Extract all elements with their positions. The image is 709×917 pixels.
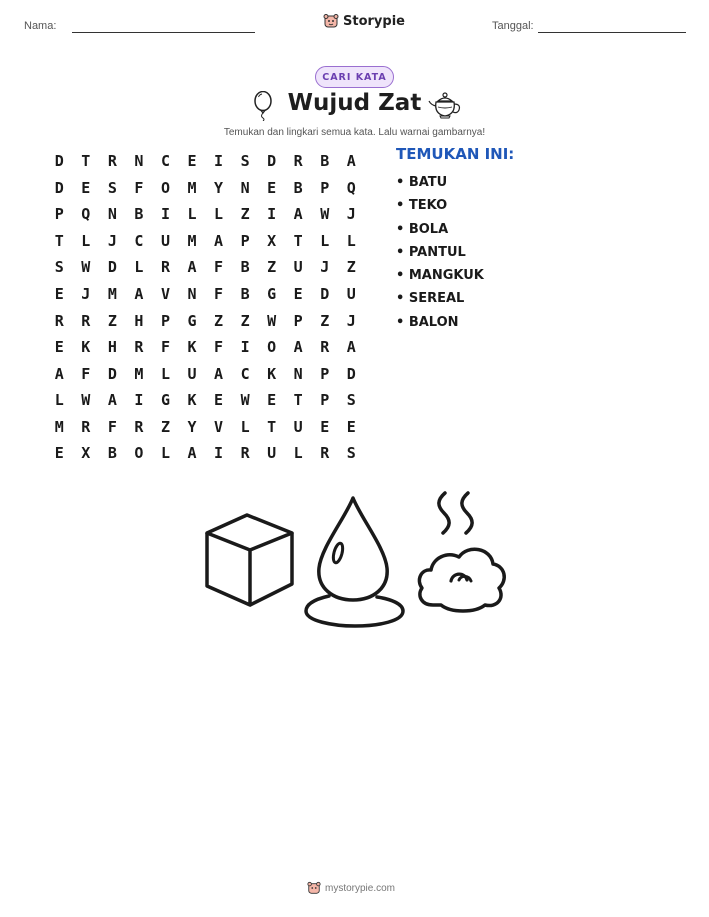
word-search-grid (46, 148, 365, 467)
grid-cell[interactable]: J (320, 258, 330, 277)
grid-cell[interactable]: X (267, 231, 277, 250)
grid-cell[interactable]: L (81, 231, 91, 250)
grid-cell[interactable]: Y (187, 417, 197, 436)
grid-cell[interactable]: X (81, 444, 91, 463)
ice-cube-icon (200, 510, 300, 610)
grid-cell[interactable]: Q (346, 178, 356, 197)
footer (307, 881, 395, 895)
grid-cell[interactable]: U (346, 285, 356, 303)
grid-cell[interactable]: K (267, 364, 277, 383)
grid-cell[interactable]: R (160, 258, 170, 277)
grid-cell[interactable]: L (320, 231, 330, 250)
word-list (396, 171, 484, 334)
storypie-mascot-icon (323, 13, 339, 29)
grid-cell[interactable]: G (267, 285, 277, 303)
grid-cell[interactable]: F (81, 364, 91, 383)
grid-cell[interactable]: D (54, 152, 64, 171)
grid-cell[interactable]: E (346, 417, 356, 436)
grid-cell[interactable]: T (293, 391, 303, 410)
steam-cloud-icon (413, 488, 509, 618)
grid-cell[interactable]: Z (160, 417, 170, 436)
grid-cell[interactable]: M (54, 417, 64, 436)
grid-cell[interactable]: J (346, 311, 356, 330)
grid-cell[interactable]: N (293, 364, 303, 383)
grid-cell[interactable]: R (107, 152, 117, 171)
grid-cell[interactable]: L (54, 391, 64, 410)
brand-name: Storypie (343, 13, 405, 29)
grid-cell[interactable]: L (187, 205, 197, 224)
grid-cell[interactable]: D (54, 178, 64, 197)
grid-cell[interactable]: Z (240, 311, 250, 330)
grid-cell[interactable]: Y (214, 178, 224, 197)
grid-cell[interactable]: R (320, 444, 330, 463)
grid-cell[interactable]: P (54, 205, 64, 224)
footer-site: mystorypie.com (325, 882, 396, 894)
grid-cell[interactable]: J (107, 231, 117, 250)
grid-cell[interactable]: Z (346, 258, 356, 277)
grid-cell[interactable]: A (214, 364, 224, 383)
grid-cell[interactable]: I (160, 205, 170, 224)
word-item: • BOLA (396, 221, 449, 237)
date-label: Tanggal: (492, 20, 534, 32)
grid-cell[interactable]: A (346, 152, 356, 171)
grid-cell[interactable]: B (240, 258, 250, 277)
date-field[interactable] (538, 32, 686, 33)
grid-cell[interactable]: H (107, 338, 117, 357)
grid-cell[interactable]: E (54, 338, 64, 357)
grid-cell[interactable]: E (214, 391, 224, 410)
grid-cell[interactable]: U (293, 417, 303, 436)
grid-cell[interactable]: F (134, 178, 144, 197)
grid-cell[interactable]: A (214, 231, 224, 250)
grid-cell[interactable]: F (214, 258, 224, 277)
grid-cell[interactable]: E (320, 417, 330, 436)
grid-cell[interactable]: P (293, 311, 303, 330)
grid-cell[interactable]: A (187, 258, 197, 277)
grid-cell[interactable]: W (81, 391, 91, 410)
grid-cell[interactable]: D (107, 364, 117, 383)
grid-cell[interactable]: I (267, 205, 277, 224)
grid-cell[interactable]: B (134, 205, 144, 224)
grid-cell[interactable]: Z (320, 311, 330, 330)
grid-cell[interactable]: N (134, 152, 144, 171)
grid-cell[interactable]: A (134, 285, 144, 303)
grid-cell[interactable]: Z (214, 311, 224, 330)
word-item: • BATU (396, 175, 448, 190)
grid-cell[interactable]: E (54, 444, 64, 463)
grid-cell[interactable]: R (54, 311, 64, 330)
word-item: • TEKO (396, 198, 448, 214)
grid-cell[interactable]: Z (107, 311, 117, 330)
word-item: • BALON (396, 314, 459, 330)
word-item: • MANGKUK (396, 268, 484, 284)
grid-cell[interactable]: I (214, 152, 224, 171)
name-field[interactable] (72, 32, 255, 33)
grid-cell[interactable]: W (81, 258, 91, 277)
grid-cell[interactable]: A (346, 338, 356, 357)
grid-cell[interactable]: A (187, 444, 197, 463)
grid-cell[interactable]: U (187, 364, 197, 383)
grid-cell[interactable]: N (240, 178, 250, 197)
grid-cell[interactable]: Z (240, 205, 250, 224)
grid-cell[interactable]: H (134, 311, 144, 330)
grid-cell[interactable]: A (293, 338, 303, 357)
grid-cell[interactable]: L (160, 364, 170, 383)
grid-cell[interactable]: E (267, 178, 277, 197)
grid-cell[interactable]: B (293, 178, 303, 197)
grid-cell[interactable]: W (240, 391, 250, 410)
word-item: • PANTUL (396, 244, 466, 260)
grid-cell[interactable]: L (160, 444, 170, 463)
grid-cell[interactable]: A (54, 364, 64, 383)
grid-cell[interactable]: L (134, 258, 144, 277)
grid-cell[interactable]: D (107, 258, 117, 277)
grid-cell[interactable]: O (160, 178, 170, 197)
grid-cell[interactable]: Z (267, 258, 277, 277)
water-drop-icon (303, 493, 407, 631)
grid-cell[interactable]: R (81, 311, 91, 330)
grid-cell[interactable]: P (320, 364, 330, 383)
grid-cell[interactable]: O (134, 444, 144, 463)
grid-cell[interactable]: S (240, 152, 250, 171)
grid-cell[interactable]: C (240, 364, 250, 383)
grid-cell[interactable]: N (187, 285, 197, 303)
grid-cell[interactable]: E (81, 178, 91, 197)
grid-cell[interactable]: G (187, 311, 197, 330)
grid-cell[interactable]: L (346, 231, 356, 250)
grid-cell[interactable]: T (54, 231, 64, 250)
grid-cell[interactable]: E (187, 152, 197, 171)
grid-cell[interactable]: E (54, 285, 64, 303)
grid-cell[interactable]: B (107, 444, 117, 463)
grid-cell[interactable]: R (134, 338, 144, 357)
grid-cell[interactable]: S (54, 258, 64, 277)
grid-cell[interactable]: U (267, 444, 277, 463)
grid-cell[interactable]: S (107, 178, 117, 197)
grid-cell[interactable]: B (320, 152, 330, 171)
grid-cell[interactable]: S (346, 391, 356, 410)
grid-cell[interactable]: M (107, 285, 117, 303)
word-item: • SEREAL (396, 291, 465, 307)
grid-cell[interactable]: V (160, 285, 170, 303)
grid-cell[interactable]: R (320, 338, 330, 357)
grid-cell[interactable]: U (160, 231, 170, 250)
instructions: Temukan dan lingkari semua kata. Lalu warnai gambarnya! (223, 127, 486, 138)
page-title: Wujud Zat (287, 90, 422, 116)
grid-cell[interactable]: V (214, 417, 224, 436)
grid-cell[interactable]: P (240, 231, 250, 250)
grid-cell[interactable]: W (267, 311, 277, 330)
grid-cell[interactable]: T (267, 417, 277, 436)
grid-cell[interactable]: T (81, 152, 91, 171)
grid-cell[interactable]: K (187, 391, 197, 410)
grid-cell[interactable]: W (320, 205, 330, 224)
grid-cell[interactable]: P (160, 311, 170, 330)
grid-cell[interactable]: I (214, 444, 224, 463)
grid-cell[interactable]: E (293, 285, 303, 303)
grid-cell[interactable]: S (346, 444, 356, 463)
grid-cell[interactable]: B (240, 285, 250, 303)
grid-cell[interactable]: R (240, 444, 250, 463)
grid-cell[interactable]: R (81, 417, 91, 436)
brand-logo (323, 13, 405, 29)
grid-cell[interactable]: M (187, 178, 197, 197)
grid-cell[interactable]: I (134, 391, 144, 410)
grid-cell[interactable]: K (187, 338, 197, 357)
grid-cell[interactable]: E (267, 391, 277, 410)
grid-cell[interactable]: R (293, 152, 303, 171)
grid-cell[interactable]: A (107, 391, 117, 410)
grid-cell[interactable]: R (134, 417, 144, 436)
grid-cell[interactable]: O (267, 338, 277, 357)
grid-cell[interactable]: F (107, 417, 117, 436)
grid-cell[interactable]: G (160, 391, 170, 410)
grid-cell[interactable]: J (346, 205, 356, 224)
grid-cell[interactable]: M (134, 364, 144, 383)
grid-cell[interactable]: U (293, 258, 303, 277)
storypie-mascot-icon (307, 881, 321, 895)
grid-cell[interactable]: A (293, 205, 303, 224)
grid-cell[interactable]: L (293, 444, 303, 463)
grid-cell[interactable]: T (293, 231, 303, 250)
grid-cell[interactable]: D (267, 152, 277, 171)
grid-cell[interactable]: L (240, 417, 250, 436)
grid-cell[interactable]: F (160, 338, 170, 357)
grid-cell[interactable]: K (81, 338, 91, 357)
grid-cell[interactable]: D (320, 285, 330, 303)
name-label: Nama: (24, 20, 57, 32)
grid-cell[interactable]: C (134, 231, 144, 250)
grid-cell[interactable]: M (187, 231, 197, 250)
grid-cell[interactable]: N (107, 205, 117, 224)
teapot-icon (428, 92, 464, 120)
grid-cell[interactable]: Q (81, 205, 91, 224)
grid-cell[interactable]: F (214, 285, 224, 303)
grid-cell[interactable]: D (346, 364, 356, 383)
grid-cell[interactable]: I (240, 338, 250, 357)
grid-cell[interactable]: C (160, 152, 170, 171)
activity-badge: CARI KATA (315, 66, 394, 88)
grid-cell[interactable]: P (320, 178, 330, 197)
grid-cell[interactable]: F (214, 338, 224, 357)
word-list-title: TEMUKAN INI: (396, 145, 515, 163)
grid-cell[interactable]: J (81, 285, 91, 303)
grid-cell[interactable]: P (320, 391, 330, 410)
grid-cell[interactable]: L (214, 205, 224, 224)
